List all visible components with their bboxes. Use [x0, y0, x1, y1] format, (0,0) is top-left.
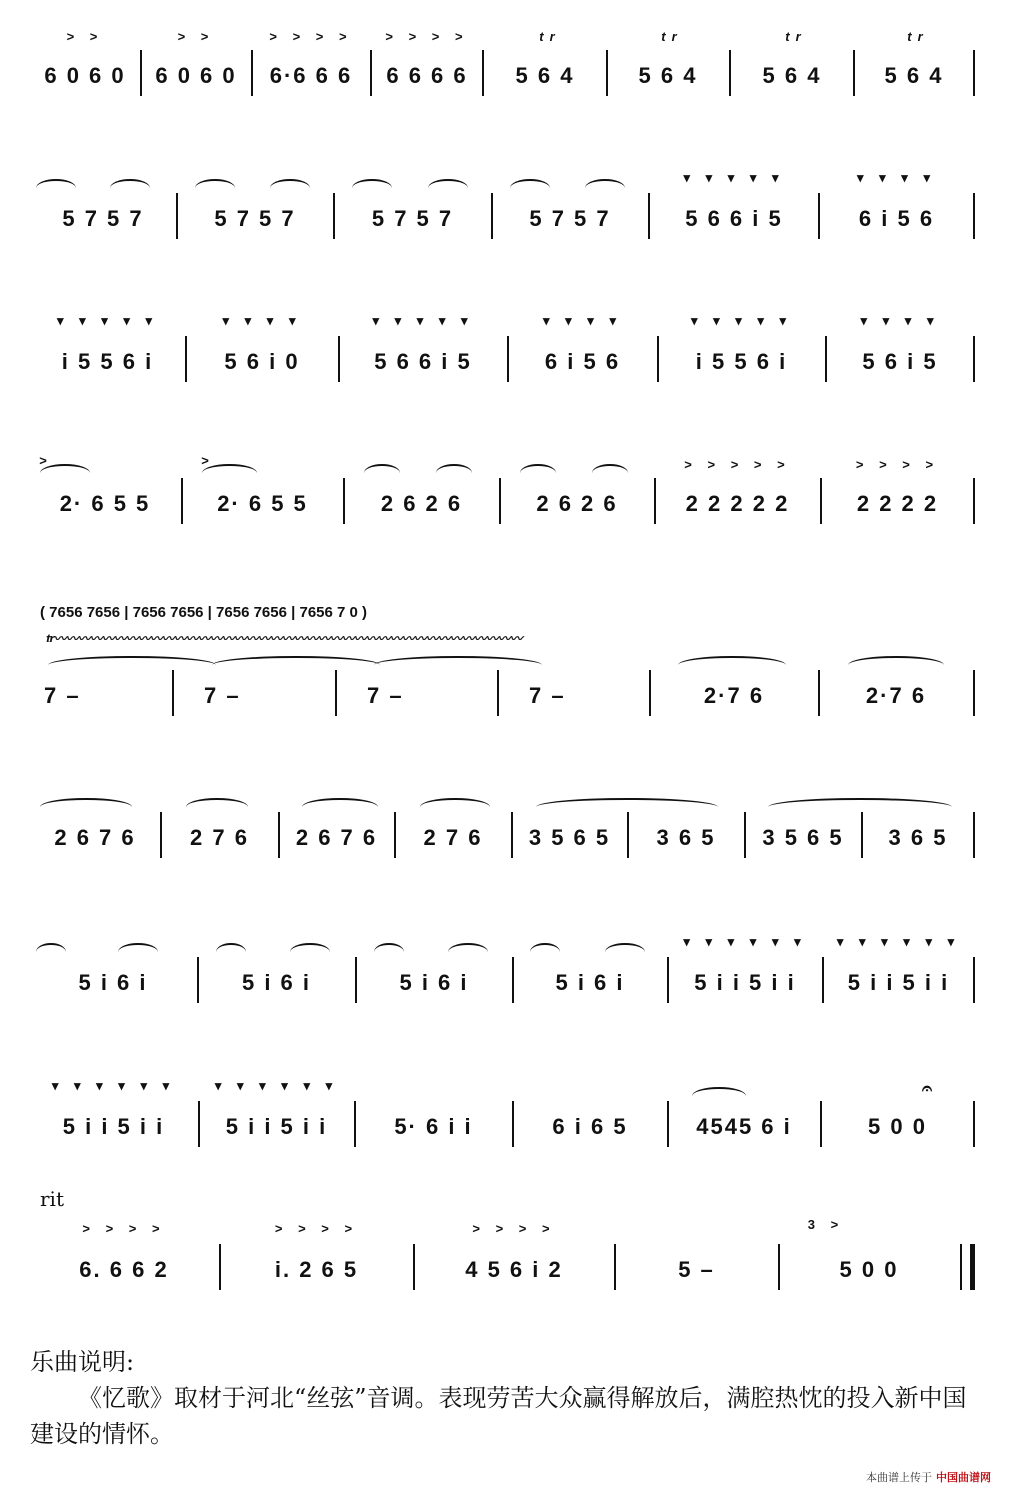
staccato-marks: ▾ ▾ ▾ ▾ ▾ ▾ — [683, 934, 807, 949]
measure: 3 6 5 — [656, 825, 716, 850]
measure: 2 7 6 — [423, 825, 483, 850]
measure: 5 6 4 — [762, 63, 822, 88]
staccato-marks: ▾ ▾ ▾ ▾ ▾ — [56, 313, 159, 328]
staccato-marks: ▾ ▾ ▾ ▾ ▾ — [372, 313, 474, 328]
measure: 5 – — [678, 1257, 715, 1282]
accent-mark: > > > > > — [684, 457, 791, 472]
measure: 3 6 5 — [888, 825, 948, 850]
measure: 3 5 6 5 — [762, 825, 844, 850]
measure: 2·7 6 — [865, 683, 927, 708]
accent-mark: > — [201, 453, 215, 468]
measure: 5· 6 i i — [394, 1114, 473, 1139]
rit-marking: rit — [40, 1187, 64, 1211]
accent-mark: > > — [66, 29, 104, 44]
score-row-2 — [0, 170, 1011, 253]
measure: 5 i i 5 i i — [847, 970, 950, 995]
measure: 3 5 6 5 — [528, 825, 611, 850]
measure: 5 6 4 — [884, 63, 944, 88]
measure: 6 0 6 0 — [44, 63, 126, 88]
measure: 5 i i 5 i i — [225, 1114, 328, 1139]
measure: 5 6 i 0 — [224, 349, 300, 374]
accent-mark: > > > > — [269, 29, 353, 44]
measure: 2 6 2 6 — [380, 491, 463, 516]
measure: 5 6 4 — [638, 63, 698, 88]
accent-mark: > > > > — [385, 29, 469, 44]
grace-note-mark: 3 > — [807, 1217, 845, 1232]
staccato-marks: ▾ ▾ ▾ ▾ ▾ ▾ — [836, 934, 961, 949]
trill-mark: tr — [539, 29, 561, 44]
measure: 5 6 4 — [515, 63, 575, 88]
measure: 2 6 7 6 — [295, 825, 378, 850]
measure: 4545 6 i — [696, 1114, 792, 1139]
measure: 5 i 6 i — [78, 970, 148, 995]
upload-text: 本曲谱上传于 — [866, 1472, 932, 1484]
score-row-5 — [0, 670, 1011, 730]
site-logo[interactable]: 中国曲谱网 — [936, 1472, 991, 1484]
measure: 2·7 6 — [703, 683, 765, 708]
measure: 5 i 6 i — [241, 970, 312, 995]
staccato-marks: ▾ ▾ ▾ ▾ — [222, 313, 302, 328]
measure: 6 i 5 6 — [544, 349, 621, 374]
measure: 5 6 6 i 5 — [374, 349, 472, 374]
trill-line — [46, 628, 636, 642]
trill-mark: tr — [661, 29, 683, 44]
score-row-6 — [0, 812, 1011, 872]
measure: 2 7 6 — [190, 825, 249, 850]
notes-body: 《忆歌》取材于河北“丝弦”音调。表现劳苦大众赢得解放后，满腔热忱的投入新中国建设的情怀。 — [30, 1384, 967, 1448]
measure: 5 0 0 — [868, 1114, 927, 1139]
footer — [866, 1469, 991, 1485]
accent-mark: > — [39, 453, 53, 468]
measure: 2· 6 5 5 — [217, 491, 308, 516]
measure: 2· 6 5 5 — [59, 491, 151, 516]
staccato-marks: ▾ ▾ ▾ ▾ — [860, 313, 940, 328]
measure: 5 i i 5 i i — [694, 970, 796, 995]
measure: 5 7 5 7 — [529, 206, 611, 231]
measure: 6 i 6 5 — [552, 1114, 628, 1139]
measure: 5 7 5 7 — [214, 206, 296, 231]
measure: i. 2 6 5 — [274, 1257, 359, 1282]
staccato-marks: ▾ ▾ ▾ ▾ ▾ — [683, 170, 785, 185]
score-row-9 — [0, 1217, 1011, 1304]
sub-voice-line: ( 7656 7656 | 7656 7656 | 7656 7656 | 7656 7 0 ) — [40, 604, 368, 621]
measure: 2 2 2 2 — [856, 491, 939, 516]
measure: 6 0 6 0 — [155, 63, 237, 88]
measure: 2 2 2 2 2 — [685, 491, 790, 516]
measure: i 5 5 6 i — [695, 349, 788, 374]
measure: 5 i 6 i — [555, 970, 625, 995]
notes-title: 乐曲说明: — [30, 1348, 135, 1376]
measure: i 5 5 6 i — [61, 349, 154, 374]
measure: 5 i i 5 i i — [62, 1114, 165, 1139]
trill-mark: tr — [46, 631, 54, 642]
measure: 6 6 6 6 — [386, 63, 468, 88]
measure: 7 – — [44, 683, 81, 708]
staccato-marks: ▾ ▾ ▾ ▾ ▾ — [690, 313, 793, 328]
measure: 5 0 0 — [839, 1257, 899, 1282]
trill-mark: tr — [907, 29, 929, 44]
staccato-marks: ▾ ▾ ▾ ▾ — [857, 170, 936, 185]
music-notes — [30, 1344, 990, 1452]
score-row-8 — [0, 1078, 1011, 1161]
accent-mark: > > — [177, 29, 215, 44]
trill-wave: 〰〰〰〰〰〰〰〰〰〰〰〰〰〰〰〰〰〰〰〰〰〰〰〰〰〰〰〰〰〰〰〰〰〰〰〰〰〰〰 — [53, 631, 522, 642]
measure: 2 6 2 6 — [536, 491, 618, 516]
score-row-7 — [0, 934, 1011, 1017]
score-row-3 — [0, 313, 1011, 396]
measure: 7 – — [204, 683, 241, 708]
measure: 4 5 6 i 2 — [465, 1257, 563, 1282]
measure: 2 6 7 6 — [54, 825, 136, 850]
score-row-1 — [0, 29, 1011, 110]
measure: 5 i 6 i — [399, 970, 469, 995]
measure: 5 7 5 7 — [62, 206, 144, 231]
measure: 5 7 5 7 — [371, 206, 454, 231]
accent-mark: > > > > — [82, 1221, 166, 1236]
measure: 6. 6 6 2 — [79, 1257, 169, 1282]
accent-mark: > > > > — [472, 1221, 556, 1236]
measure: 5 6 i 5 — [862, 349, 938, 374]
score-row-4 — [0, 453, 1011, 538]
staccato-marks: ▾ ▾ ▾ ▾ — [543, 313, 622, 328]
measure: 7 – — [367, 683, 404, 708]
accent-mark: > > > > — [855, 457, 940, 472]
staccato-marks: ▾ ▾ ▾ ▾ ▾ ▾ — [51, 1078, 176, 1093]
measure: 5 6 6 i 5 — [685, 206, 783, 231]
measure: 6·6 6 6 — [269, 63, 353, 88]
accent-mark: > > > > — [274, 1221, 359, 1236]
measure: 7 – — [529, 683, 566, 708]
fermata-icon: 𝄐 — [921, 1078, 938, 1098]
staccato-marks: ▾ ▾ ▾ ▾ ▾ ▾ — [214, 1078, 339, 1093]
measure: 6 i 5 6 — [858, 206, 935, 231]
trill-mark: tr — [785, 29, 807, 44]
